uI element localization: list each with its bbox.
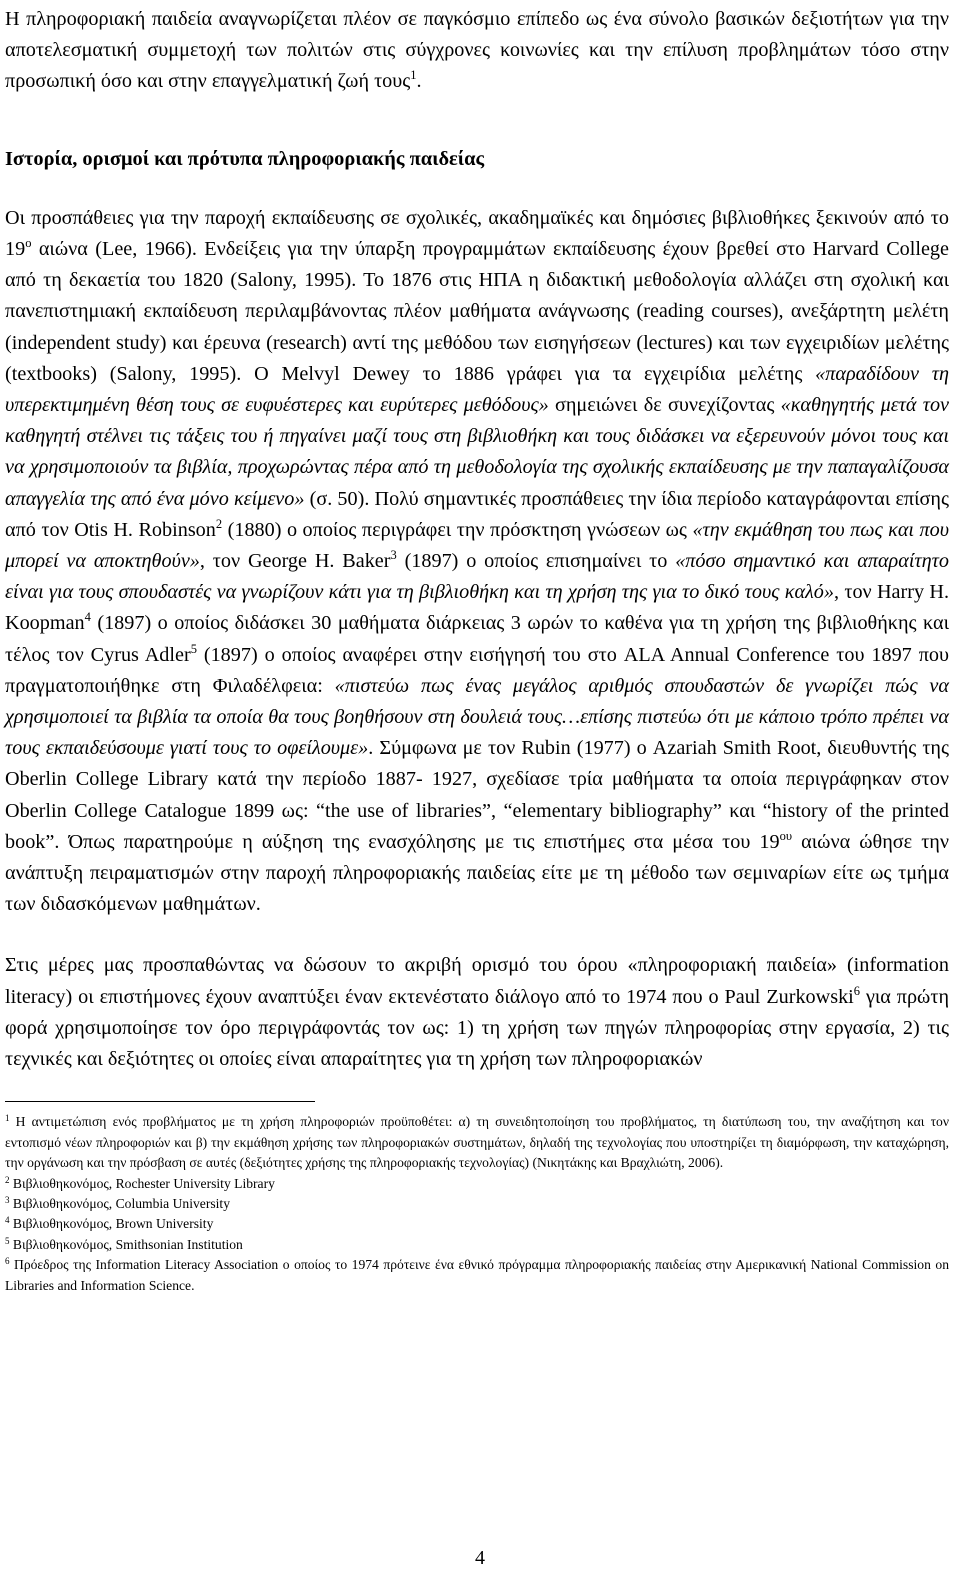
quote-text: «καθηγητής μετά τον καθηγητή στέλνει τις τάξεις του ή πηγαίνει μαζί τους στη βιβλιοθήκη και τους διδάσκει να εξερευνούν μόνοι τους και να χρησιμοποιούν τα βιβλία, προχωρώντας πέρα από τη μεθοδολογία της σχολικής εκπαίδευσης με την παπαγαλίζουσα απαγγελία της από ένα μόνο κείμενο» bbox=[5, 394, 949, 510]
paragraph-text: για πρώτη φορά χρησιμοποίησε τον όρο περιγράφοντάς τον ως: 1) τη χρήση των πηγών πληροφορίας στην εργασία, 2) τις τεχνικές και δεξιότητες οι οποίες είναι απαραίτητες για τη χρήση των πληροφοριακών bbox=[5, 985, 950, 1071]
footnote-text: Βιβλιοθηκονόμος, Rochester University Library bbox=[9, 1175, 275, 1191]
footnote-number: 6 bbox=[5, 1256, 10, 1267]
paragraph-text: (σ. 50). Πολύ σημαντικές προσπάθειες την ίδια περίοδο καταγράφονται επίσης από τον Otis H. Robinson bbox=[5, 487, 949, 541]
paragraph-text: . Σύμφωνα με τον Rubin (1977) ο Azariah Smith Root, διευθυντής της Oberlin College Library κατά την περίοδο 1887- 1927, σχεδίασε τρία μαθήματα τα οποία περιγράφηκαν στον Oberlin College Catalogue 1899 ως: “the use of libraries”, “elementary bibliography” και “history of the printed book”. Όπως παρατηρούμε η αύξηση της ενασχόλησης με τις επιστήμες στα μέσα του 19 bbox=[5, 737, 949, 853]
intro-text: Η πληροφοριακή παιδεία αναγνωρίζεται πλέον σε παγκόσμιο επίπεδο ως ένα σύνολο βασικών δεξιοτήτων για την αποτελεσματική συμμετοχή των πολιτών στις σύγχρονες κοινωνίες και την επίλυση προβλημάτων τόσο στην προσωπική όσο και στην επαγγελματική ζωή τους bbox=[5, 8, 949, 93]
footnote-ref[interactable]: 1 bbox=[410, 68, 417, 83]
paragraph-text: Οι προσπάθειες για την παροχή εκπαίδευσης σε σχολικές, ακαδημαϊκές και δημόσιες βιβλιοθήκες ξεκινούν από το 19 bbox=[5, 206, 949, 261]
paragraph-text: αιώνα ώθησε την ανάπτυξη πειραματισμών στην παροχή πληροφοριακής παιδείας είτε με τη μέθοδο των σεμιναρίων είτε ως τμήμα των διδασκόμενων μαθημάτων. bbox=[5, 830, 949, 916]
document-page bbox=[5, 4, 949, 1296]
footnote-text: Βιβλιοθηκονόμος, Smithsonian Institution bbox=[9, 1236, 243, 1252]
footnote-ref[interactable]: 5 bbox=[190, 641, 197, 656]
ordinal-superscript: ο bbox=[25, 236, 32, 251]
paragraph-text: αιώνα (Lee, 1966). Ενδείξεις για την ύπαρξη προγραμμάτων εκπαίδευσης έχουν βρεθεί στο Harvard College από τη δεκαετία του 1820 (Salony, 1995). Το 1876 στις ΗΠΑ η διδακτική μεθοδολογία αλλάζει στη σχολική και πανεπιστημιακή εκπαίδευση περιλαμβάνοντας πλέον μαθήματα ανάγνωσης (reading courses), ανεξάρτητη μελέτη (independent study) και έρευνα (research) αντί της μεθόδου των εισηγήσεων (lectures) και των εγχειριδίων μελέτης (textbooks) (Salony, 1995). Ο Melvyl Dewey το 1886 γράφει για τα εγχειρίδια μελέτης bbox=[5, 238, 949, 385]
footnote-number: 3 bbox=[5, 1194, 10, 1205]
footnote-3 bbox=[5, 1194, 949, 1214]
footnote-number: 5 bbox=[5, 1235, 10, 1246]
footnote-ref[interactable]: 6 bbox=[853, 983, 861, 998]
history-paragraph bbox=[5, 203, 949, 921]
intro-paragraph bbox=[5, 4, 949, 98]
footnote-text: Βιβλιοθηκονόμος, Brown University bbox=[9, 1216, 214, 1232]
paragraph-text: (1880) ο οποίος περιγράφει την πρόσκτηση γνώσεων ως bbox=[222, 518, 693, 541]
paragraph-text: (1897) ο οποίος επισημαίνει το bbox=[396, 550, 676, 573]
quote-text: «πόσο σημαντικό και απαραίτητο είναι για τους σπουδαστές να γνωρίζουν κάτι για τη βιβλιοθήκη και τη χρήση της για το δικό τους καλό» bbox=[5, 550, 949, 604]
paragraph-text: , τον George H. Baker bbox=[199, 550, 391, 573]
page-number: 4 bbox=[475, 1547, 485, 1569]
footnote-text: Η αντιμετώπιση ενός προβλήματος με τη χρήση πληροφοριών προϋποθέτει: α) τη συνειδητοποίηση του προβλήματος, τη διατύπωση του, την αναζήτηση και τον εντοπισμό νέων πληροφοριών και β) την εκμάθηση χρήσης των πληροφοριακών συστημάτων, δηλαδή της τεχνολογίας που υποστηρίζει τη διαμόρφωση, την καταχώρηση, την οργάνωση και την πρόσβαση σε αυτές (δεξιότητες χρήσης της πληροφοριακής τεχνολογίας) (Νικητάκης και Βραχλιώτη, 2006). bbox=[5, 1114, 949, 1171]
footnote-2 bbox=[5, 1174, 949, 1194]
section-heading: Ιστορία, ορισμοί και πρότυπα πληροφοριακής παιδείας bbox=[5, 147, 485, 170]
definition-paragraph bbox=[5, 950, 949, 1075]
ordinal-superscript: ου bbox=[779, 828, 793, 843]
quote-text: «πιστεύω πως ένας μεγάλος αριθμός σπουδαστών δε γνωρίζει πώς να χρησιμοποιεί τα βιβλία τα οποία θα τους βοηθήσουν στη δουλειά τους…επίσης πιστεύω ότι με κάποιο τρόπο πρέπει να τους εκπαιδεύσουμε γιατί τους το οφείλουμε» bbox=[5, 674, 949, 760]
footnotes bbox=[5, 1112, 949, 1296]
paragraph-text: , τον Harry H. Koopman bbox=[5, 581, 949, 635]
footnote-text: Βιβλιοθηκονόμος, Columbia University bbox=[9, 1195, 230, 1211]
quote-text: «παραδίδουν τη υπερεκτιμημένη θέση τους σε ευφυέστερες και ευρύτερες μεθόδους» bbox=[5, 362, 949, 417]
footnote-separator bbox=[5, 1101, 315, 1102]
footnote-number: 1 bbox=[5, 1113, 10, 1124]
footnote-4 bbox=[5, 1214, 949, 1234]
footnote-1 bbox=[5, 1112, 949, 1173]
footnote-number: 2 bbox=[5, 1174, 10, 1185]
paragraph-text: (1897) ο οποίος διδάσκει 30 μαθήματα διάρκειας 3 ωρών το καθένα για τη χρήση της βιβλιοθήκης και τέλος τον Cyrus Adler bbox=[5, 612, 949, 666]
footnote-5 bbox=[5, 1235, 949, 1255]
paragraph-text: σημειώνει δε συνεχίζοντας bbox=[548, 394, 781, 417]
footnote-6 bbox=[5, 1255, 949, 1296]
footnote-text: Πρόεδρος της Information Literacy Association ο οποίος το 1974 πρότεινε ένα εθνικό πρόγραμμα πληροφοριακής παιδείας στην Αμερικανική National Commission on Libraries and Information Science. bbox=[5, 1257, 949, 1293]
footnote-ref[interactable]: 3 bbox=[390, 548, 397, 563]
footnote-number: 4 bbox=[5, 1215, 10, 1226]
footnote-ref[interactable]: 4 bbox=[84, 610, 91, 625]
paragraph-text: Στις μέρες μας προσπαθώντας να δώσουν το ακριβή ορισμό του όρου «πληροφοριακή παιδεία» (information literacy) οι επιστήμονες έχουν αναπτύξει έναν εκτενέστατο διάλογο από το 1974 που ο Paul Zurkowski bbox=[5, 954, 949, 1008]
paragraph-text: (1897) ο οποίος αναφέρει στην εισήγησή του στο ALA Annual Conference του 1897 που πραγματοποιήθηκε στη Φιλαδέλφεια: bbox=[5, 643, 949, 697]
quote-text: «την εκμάθηση του πως και που μπορεί να αποκτηθούν» bbox=[5, 518, 950, 573]
intro-text-end: . bbox=[416, 70, 422, 93]
footnote-ref[interactable]: 2 bbox=[215, 516, 223, 531]
